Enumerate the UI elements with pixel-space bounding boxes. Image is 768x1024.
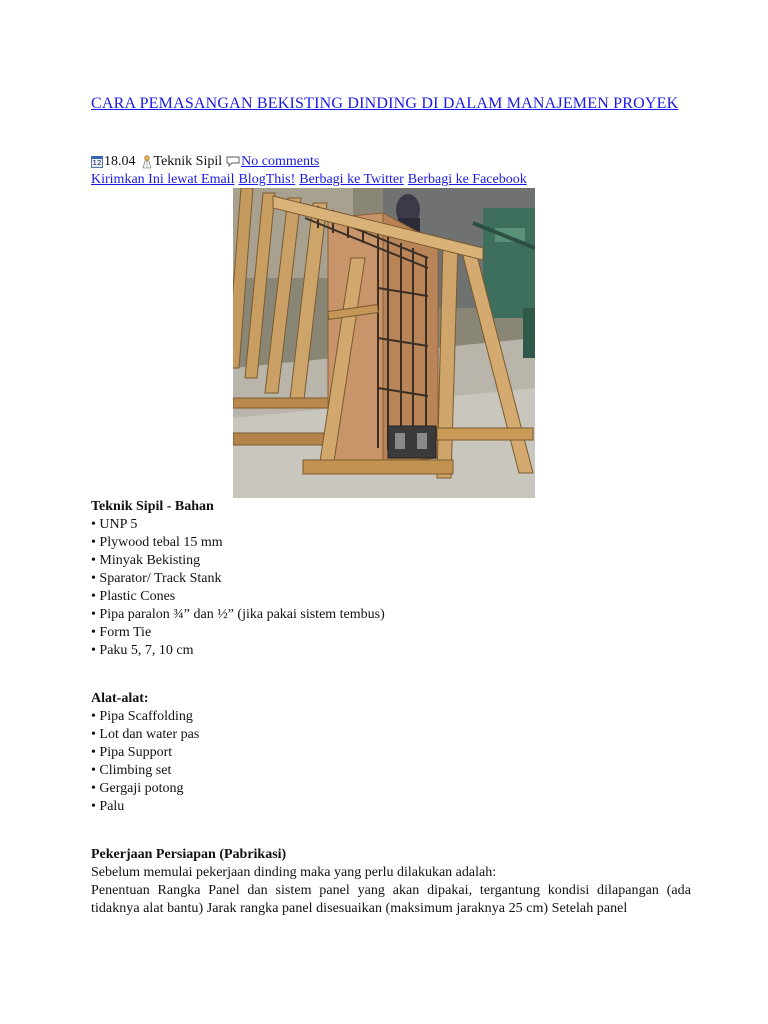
share-twitter-link[interactable]: Berbagi ke Twitter — [299, 172, 404, 187]
list-item: • Lot dan water pas — [91, 726, 691, 744]
list-item: • Plywood tebal 15 mm — [91, 534, 691, 552]
speech-bubble-icon — [226, 156, 240, 167]
persiapan-intro: Sebelum memulai pekerjaan dinding maka yang perlu dilakukan adalah: — [91, 865, 497, 880]
calendar-icon: 12 — [91, 156, 103, 168]
persiapan-paragraph: Penentuan Rangka Panel dan sistem panel yang akan dipakai, tergantung kondisi dilapangan (ada tidaknya alat bantu) Jarak rangka panel disesuaikan (maksimum jaraknya 25 cm) Setelah panel — [91, 883, 691, 916]
list-item: • Paku 5, 7, 10 cm — [91, 642, 691, 660]
list-item: • Gergaji potong — [91, 780, 691, 798]
list-item: • Pipa paralon ¾” dan ½” (jika pakai sistem tembus) — [91, 606, 691, 624]
alat-heading: Alat-alat: — [91, 691, 149, 706]
share-email-link[interactable]: Kirimkan Ini lewat Email — [91, 172, 235, 187]
share-blogthis-link[interactable]: BlogThis! — [238, 172, 296, 187]
alat-list — [91, 708, 691, 816]
person-icon — [141, 155, 153, 169]
persiapan-heading: Pekerjaan Persiapan (Pabrikasi) — [91, 847, 287, 862]
post-author: Teknik Sipil — [153, 154, 223, 169]
comments-link[interactable]: No comments — [241, 154, 320, 169]
list-item: • Pipa Support — [91, 744, 691, 762]
list-item: • Palu — [91, 798, 691, 816]
list-item: • Climbing set — [91, 762, 691, 780]
share-facebook-link[interactable]: Berbagi ke Facebook — [407, 172, 527, 187]
bekisting-photo — [233, 188, 535, 498]
spacer — [91, 660, 691, 690]
list-item: • Pipa Scaffolding — [91, 708, 691, 726]
bahan-list — [91, 516, 691, 660]
bekisting-photo-illustration — [233, 188, 535, 498]
post-meta — [91, 153, 319, 170]
list-item: • Form Tie — [91, 624, 691, 642]
list-item: • Minyak Bekisting — [91, 552, 691, 570]
list-item: • Plastic Cones — [91, 588, 691, 606]
post-time: 18.04 — [104, 154, 136, 169]
post-title-link[interactable]: CARA PEMASANGAN BEKISTING DINDING DI DALAM MANAJEMEN PROYEK — [91, 95, 679, 112]
spacer — [91, 816, 691, 846]
list-item: • UNP 5 — [91, 516, 691, 534]
bahan-heading: Teknik Sipil - Bahan — [91, 499, 214, 514]
post-body — [91, 498, 691, 918]
share-links — [91, 171, 531, 188]
list-item: • Sparator/ Track Stank — [91, 570, 691, 588]
